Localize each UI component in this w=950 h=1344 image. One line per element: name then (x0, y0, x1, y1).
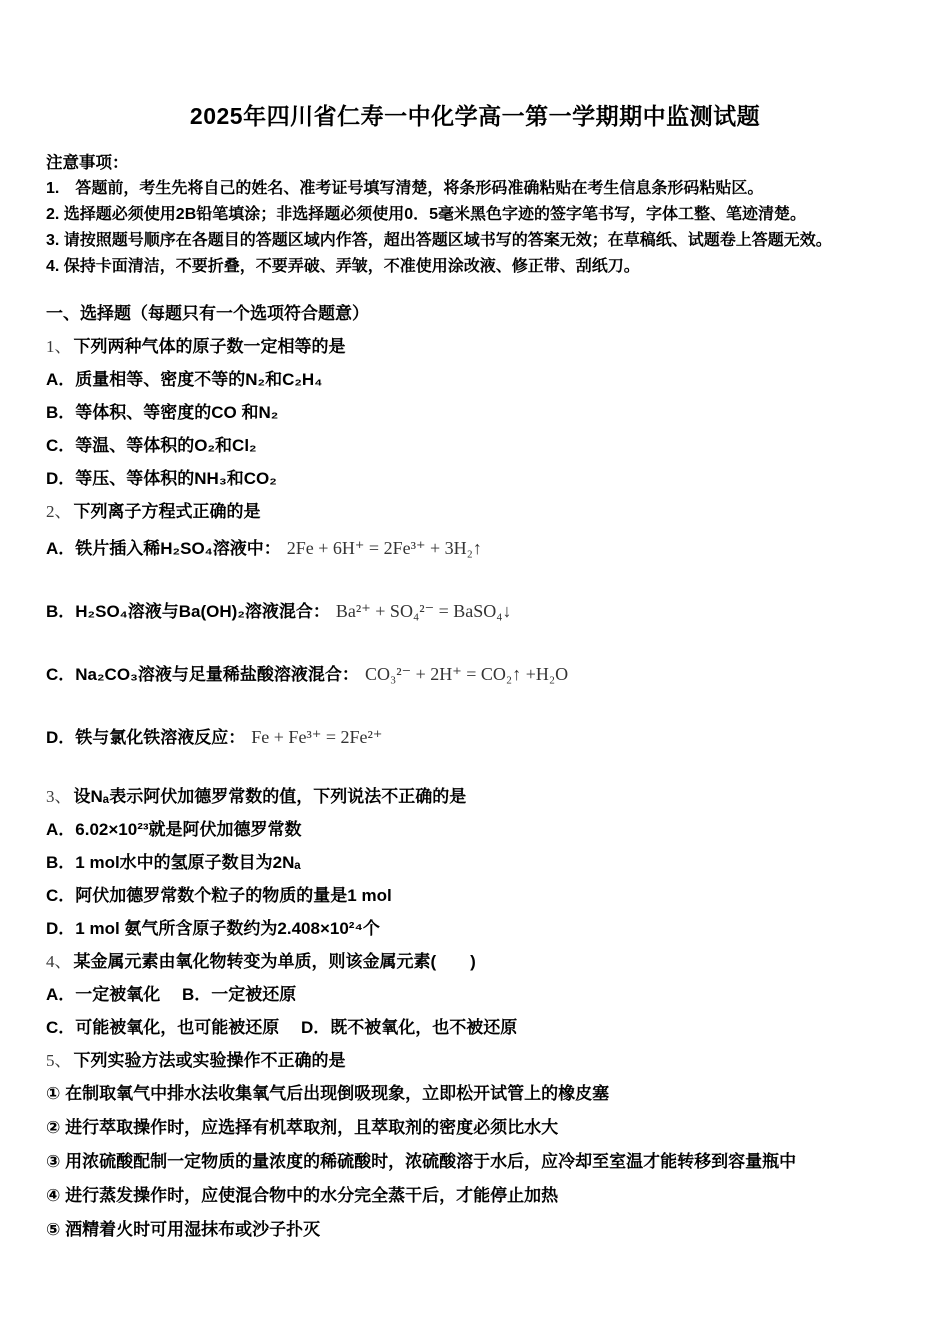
question-4-options-ab: A．一定被氧化 B．一定被还原 (46, 985, 297, 1004)
question-3-stem (46, 787, 910, 807)
question-2-option-d-label: D．铁与氯化铁溶液反应： (46, 728, 246, 747)
question-3-option-d: D．1 mol 氨气所含原子数约为2.408×10²⁴个 (46, 919, 380, 938)
page-title: 2025年四川省仁寿一中化学高一第一学期期中监测试题 (189, 103, 761, 129)
question-2-option-b-label: B．H₂SO₄溶液与Ba(OH)₂溶液混合： (46, 602, 330, 621)
question-5-statement-3: ③ 用浓硫酸配制一定物质的量浓度的稀硫酸时，浓硫酸溶于水后，应冷却至室温才能转移到容量瓶中 (46, 1152, 797, 1171)
question-1-option-d: D．等压、等体积的NH₃和CO₂ (46, 469, 277, 488)
notice-item-1: 1. 答题前，考生先将自己的姓名、准考证号填写清楚，将条形码准确粘贴在考生信息条形码粘贴区。 (46, 180, 764, 197)
question-3-option-c: C．阿伏加德罗常数个粒子的物质的量是1 mol (46, 886, 392, 905)
question-2-option-c-label: C．Na₂CO₃溶液与足量稀盐酸溶液混合： (46, 665, 359, 684)
question-1-number: 1、 (46, 337, 72, 356)
question-2-stem (46, 502, 910, 522)
question-4-number: 4、 (46, 952, 72, 971)
question-1-option-b: B．等体积、等密度的CO 和N₂ (46, 403, 279, 422)
question-5-statement-5: ⑤ 酒精着火时可用湿抹布或沙子扑灭 (46, 1220, 321, 1239)
question-3-option-b: B．1 mol水中的氢原子数目为2Nₐ (46, 853, 301, 872)
question-4-stem-text: 某金属元素由氧化物转变为单质，则该金属元素( ) (73, 952, 476, 971)
question-4-stem (46, 952, 910, 972)
question-2-stem-text: 下列离子方程式正确的是 (73, 502, 261, 521)
question-2-option-a-equation: 2Fe + 6H⁺ = 2Fe³⁺ + 3H₂↑ (286, 538, 482, 558)
question-4-options-cd: C．可能被氧化，也可能被还原 D．既不被氧化，也不被还原 (46, 1018, 518, 1037)
question-5-stem-text: 下列实验方法或实验操作不正确的是 (73, 1051, 346, 1070)
notice-block (46, 150, 910, 280)
question-5-statement-4: ④ 进行蒸发操作时，应使混合物中的水分完全蒸干后，才能停止加热 (46, 1186, 559, 1205)
section-1-heading: 一、选择题（每题只有一个选项符合题意） (46, 304, 369, 323)
question-2-option-b (46, 598, 910, 625)
question-2-option-d-equation: Fe + Fe³⁺ = 2Fe²⁺ (251, 727, 383, 747)
notice-item-2: 2. 选择题必须使用2B铅笔填涂；非选择题必须使用0．5毫米黑色字迹的签字笔书写，字体工整、笔迹清楚。 (46, 206, 807, 223)
question-5-statement-2: ② 进行萃取操作时，应选择有机萃取剂，且萃取剂的密度必须比水大 (46, 1118, 559, 1137)
question-5-number: 5、 (46, 1051, 72, 1070)
question-3-stem-text: 设Nₐ表示阿伏加德罗常数的值，下列说法不正确的是 (73, 787, 467, 806)
question-2-option-c (46, 661, 910, 688)
notice-item-3: 3. 请按照题号顺序在各题目的答题区域内作答，超出答题区域书写的答案无效；在草稿纸、试题卷上答题无效。 (46, 232, 832, 249)
question-1-stem (46, 337, 910, 357)
question-2-option-a-label: A．铁片插入稀H₂SO₄溶液中： (46, 539, 281, 558)
question-2-option-a (46, 535, 910, 562)
page-content (0, 150, 950, 1240)
question-3-option-a: A．6.02×10²³就是阿伏加德罗常数 (46, 820, 302, 839)
question-2-number: 2、 (46, 502, 72, 521)
notice-heading: 注意事项： (46, 154, 129, 172)
question-5-statement-1: ① 在制取氧气中排水法收集氧气后出现倒吸现象，立即松开试管上的橡皮塞 (46, 1084, 610, 1103)
question-3-number: 3、 (46, 787, 72, 806)
question-1-option-a: A．质量相等、密度不等的N₂和C₂H₄ (46, 370, 323, 389)
question-1-option-c: C．等温、等体积的O₂和Cl₂ (46, 436, 257, 455)
question-1-stem-text: 下列两种气体的原子数一定相等的是 (73, 337, 346, 356)
notice-item-4: 4. 保持卡面清洁，不要折叠，不要弄破、弄皱，不准使用涂改液、修正带、刮纸刀。 (46, 258, 640, 275)
question-2-option-b-equation: Ba²⁺ + SO₄²⁻ = BaSO₄↓ (335, 601, 512, 621)
question-5-stem (46, 1051, 910, 1071)
question-2-option-d (46, 724, 910, 751)
question-2-option-c-equation: CO₃²⁻ + 2H⁺ = CO₂↑ +H₂O (364, 664, 569, 684)
